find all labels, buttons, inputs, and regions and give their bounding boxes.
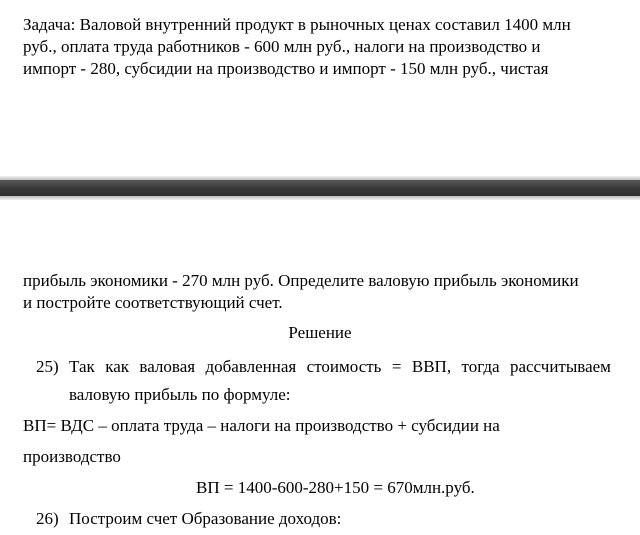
step-25-word: как xyxy=(105,357,129,376)
task-line-1: Задача: Валовой внутренний продукт в рыночных ценах составил 1400 млн xyxy=(23,15,571,34)
page-break-shadow-bottom xyxy=(0,196,640,200)
step-25-number: 25) xyxy=(36,357,59,376)
task-line-2: руб., оплата труда работников - 600 млн руб., налоги на производство и xyxy=(23,37,541,56)
step-25-word: ВВП, xyxy=(411,357,452,376)
step-25-line-2: валовую прибыль по формуле: xyxy=(69,385,291,404)
calculation: ВП = 1400-600-280+150 = 670млн.руб. xyxy=(196,478,475,497)
formula-line-1: ВП= ВДС – оплата труда – налоги на производство + субсидии на xyxy=(23,416,500,435)
step-25-word: стоимость xyxy=(306,357,382,376)
step-26-text: Построим счет Образование доходов: xyxy=(69,509,342,528)
task-line-5: и постройте соответствующий счет. xyxy=(23,293,283,312)
formula-line-2: производство xyxy=(23,447,121,466)
solution-heading: Решение xyxy=(288,323,352,342)
step-25-word: добавленная xyxy=(205,357,297,376)
step-25-word: тогда xyxy=(461,357,500,376)
task-line-4: прибыль экономики - 270 млн руб. Определите валовую прибыль экономики xyxy=(23,271,579,290)
task-line-3: импорт - 280, субсидии на производство и импорт - 150 млн руб., чистая xyxy=(23,59,549,78)
step-26-number: 26) xyxy=(36,509,59,528)
step-25-word: = xyxy=(391,357,402,376)
page-break-bar xyxy=(0,180,640,196)
step-25-word: валовая xyxy=(139,357,196,376)
step-25-word: Так xyxy=(69,357,95,376)
step-25-line-1 xyxy=(69,357,611,377)
step-25-word: рассчитываем xyxy=(509,357,611,376)
